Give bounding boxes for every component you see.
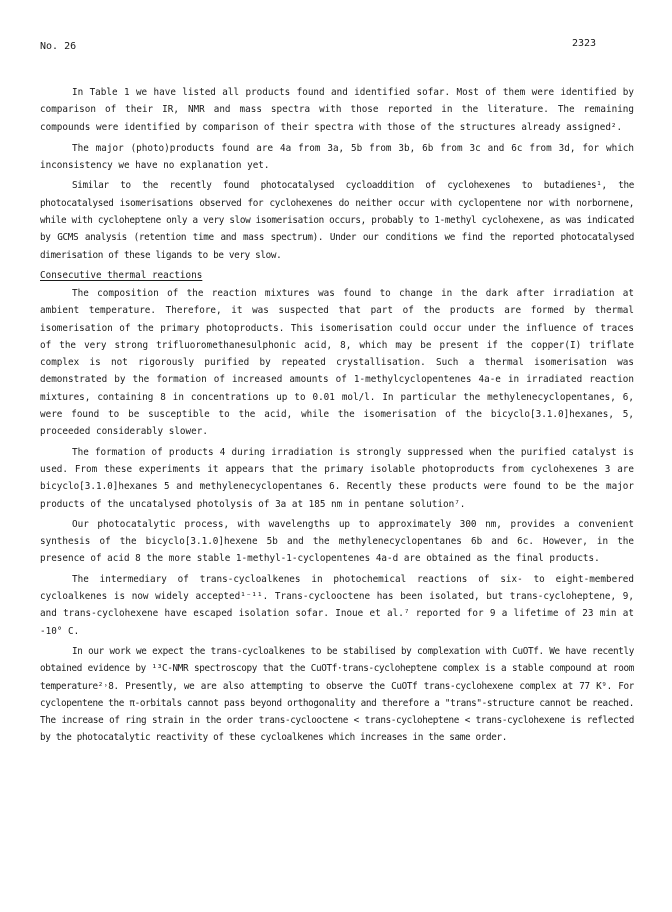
paragraph-table-products: In Table 1 we have listed all products found and identified sofar. Most of them were identified by comparison of their IR, NMR and mass spectra with those reported in the literature. The remaining compounds were identified by comparison of their spectra with those of the structures already assigned².: [40, 87, 634, 133]
section-heading: Consecutive thermal reactions: [40, 269, 203, 281]
paragraph-products-formation: The formation of products 4 during irradiation is strongly suppressed when the purified catalyst is used. From these experiments it appears that the primary isolable photoproducts from cyclohexenes 3 are bicyclo[3.1.0]hexanes 5 and methylenecyclopentanes 6. Recently these products were found to be the major products of the uncatalysed photolysis of 3a at 185 nm in pentane solution⁷.: [40, 446, 634, 510]
paragraph-cycloaddition: Similar to the recently found photocatalysed cycloaddition of cyclohexenes to butadienes¹, the photocatalysed isomerisations observed for cyclohexenes do neither occur with cyclopentene nor with norbornene, while with cycloheptene only a very slow isomerisation occurs, probably to 1-methyl cyclohexene, as was indicated by GCMS analysis (retention time and mass spectrum). Under our conditions we find the reported photocatalysed dimerisation of these ligands to be very slow.: [40, 180, 634, 261]
page-number: 2323: [572, 38, 597, 49]
issue-number: No. 26: [40, 41, 77, 52]
article-body: [40, 84, 634, 750]
paragraph-trans-cycloalkenes: The intermediary of trans-cycloalkenes in photochemical reactions of six- to eight-membered cycloalkenes is now widely accepted¹⁻¹¹. Trans-cyclooctene has been isolated, but trans-cycloheptene, 9, and trans-cyclohexene have escaped isolation sofar. Inoue et al.⁷ reported for 9 a lifetime of 23 min at -10° C.: [40, 573, 634, 637]
paragraph-photocatalytic-process: Our photocatalytic process, with wavelengths up to approximately 300 nm, provides a convenient synthesis of the bicyclo[3.1.0]hexene 5b and the methylenecyclopentanes 6b and 6c. However, in the presence of acid 8 the more stable 1-methyl-1-cyclopentenes 4a-d are obtained as the final products.: [40, 518, 634, 565]
paragraph-thermal-isomerisation: The composition of the reaction mixtures was found to change in the dark after irradiation at ambient temperature. Therefore, it was suspected that part of the products are formed by thermal isomerisation of the primary photoproducts. This isomerisation could occur under the influence of traces of the very strong trifluoromethanesulphonic acid, 8, which may be present if the copper(I) triflate complex is not rigorously purified by repeated crystallisation. Such a thermal isomerisation was demonstrated by the formation of increased amounts of 1-methylcyclopentenes 4a-e in irradiated reaction mixtures, containing 8 in concentrations up to 0.01 mol/l. In particular the methylenecyclopentanes, 6, were found to be susceptible to the acid, while the isomerisation of the bicyclo[3.1.0]hexanes, 5, proceeded considerably slower.: [40, 287, 634, 438]
paragraph-major-products: The major (photo)products found are 4a from 3a, 5b from 3b, 6b from 3c and 6c from 3d, for which inconsistency we have no explanation yet.: [40, 142, 634, 172]
paragraph-complexation: In our work we expect the trans-cycloalkenes to be stabilised by complexation with CuOTf. We have recently obtained evidence by ¹³C-NMR spectroscopy that the CuOTf·trans-cycloheptene complex is a stable compound at room temperature²˒8. Presently, we are also attempting to observe the CuOTf trans-cyclohexene complex at 77 K⁹. For cyclopentene the π-orbitals cannot pass beyond orthogonality and therefore a "trans"-structure cannot be reached. The increase of ring strain in the order trans-cyclooctene < trans-cycloheptene < trans-cyclohexene is reflected by the photocatalytic reactivity of these cycloalkenes which increases in the same order.: [40, 645, 634, 744]
